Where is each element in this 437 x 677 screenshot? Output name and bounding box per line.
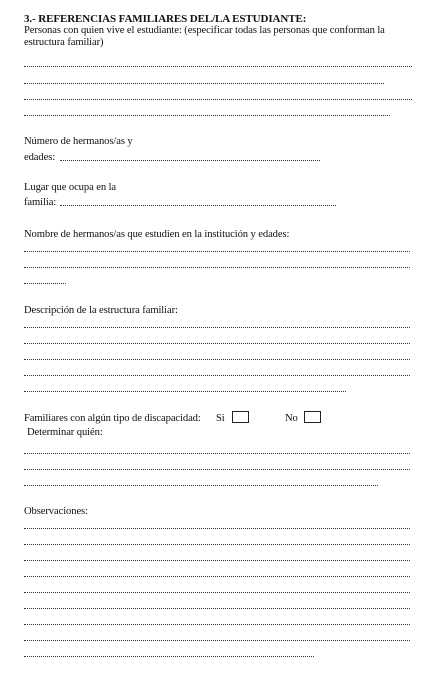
family-structure-label: Descripción de la estructura familiar: — [24, 305, 178, 316]
disability-answer-line[interactable] — [24, 481, 378, 486]
observations-answer-line[interactable] — [24, 524, 410, 529]
family-structure-answer-line[interactable] — [24, 355, 410, 360]
disability-answer-line[interactable] — [24, 449, 410, 454]
observations-answer-line[interactable] — [24, 540, 410, 545]
observations-answer-line[interactable] — [24, 556, 410, 561]
siblings-institution-label: Nombre de hermanos/as que estudien en la institución y edades: — [24, 229, 290, 240]
birth-order-label-line1: Lugar que ocupa en la — [24, 182, 117, 193]
observations-answer-line[interactable] — [24, 604, 410, 609]
observations-answer-line[interactable] — [24, 572, 410, 577]
family-structure-answer-line[interactable] — [24, 339, 410, 344]
observations-answer-line[interactable] — [24, 588, 410, 593]
birth-order-label-line2: familia: — [24, 197, 57, 208]
disability-yes-checkbox[interactable] — [232, 411, 249, 423]
observations-label: Observaciones: — [24, 506, 88, 517]
family-structure-answer-line[interactable] — [24, 387, 346, 392]
disability-no-label: No — [285, 413, 298, 424]
family-structure-answer-line[interactable] — [24, 371, 410, 376]
disability-answer-line[interactable] — [24, 465, 410, 470]
disability-yes-label: Si — [216, 413, 225, 424]
siblings-answer-line[interactable] — [60, 156, 320, 161]
disability-no-checkbox[interactable] — [304, 411, 321, 423]
siblings-institution-answer-line[interactable] — [24, 279, 66, 284]
cohabitants-answer-line[interactable] — [24, 111, 390, 116]
siblings-institution-answer-line[interactable] — [24, 247, 410, 252]
birth-order-answer-line[interactable] — [60, 201, 336, 206]
siblings-label-line1: Número de hermanos/as y — [24, 136, 133, 147]
cohabitants-answer-line[interactable] — [24, 62, 412, 67]
cohabitants-label-line1: Personas con quien vive el estudiante: (especificar todas las personas que conforman la — [24, 25, 385, 36]
siblings-institution-answer-line[interactable] — [24, 263, 410, 268]
cohabitants-label-line2: estructura familiar) — [24, 37, 104, 48]
observations-answer-line[interactable] — [24, 620, 410, 625]
cohabitants-answer-line[interactable] — [24, 95, 412, 100]
determine-who-label: Determinar quién: — [27, 427, 103, 438]
disability-label: Familiares con algún tipo de discapacidad: — [24, 413, 201, 424]
observations-answer-line[interactable] — [24, 652, 314, 657]
cohabitants-answer-line[interactable] — [24, 79, 384, 84]
siblings-label-line2: edades: — [24, 152, 56, 163]
family-structure-answer-line[interactable] — [24, 323, 410, 328]
observations-answer-line[interactable] — [24, 636, 410, 641]
section-title: 3.- REFERENCIAS FAMILIARES DEL/LA ESTUDIANTE: — [24, 13, 307, 25]
